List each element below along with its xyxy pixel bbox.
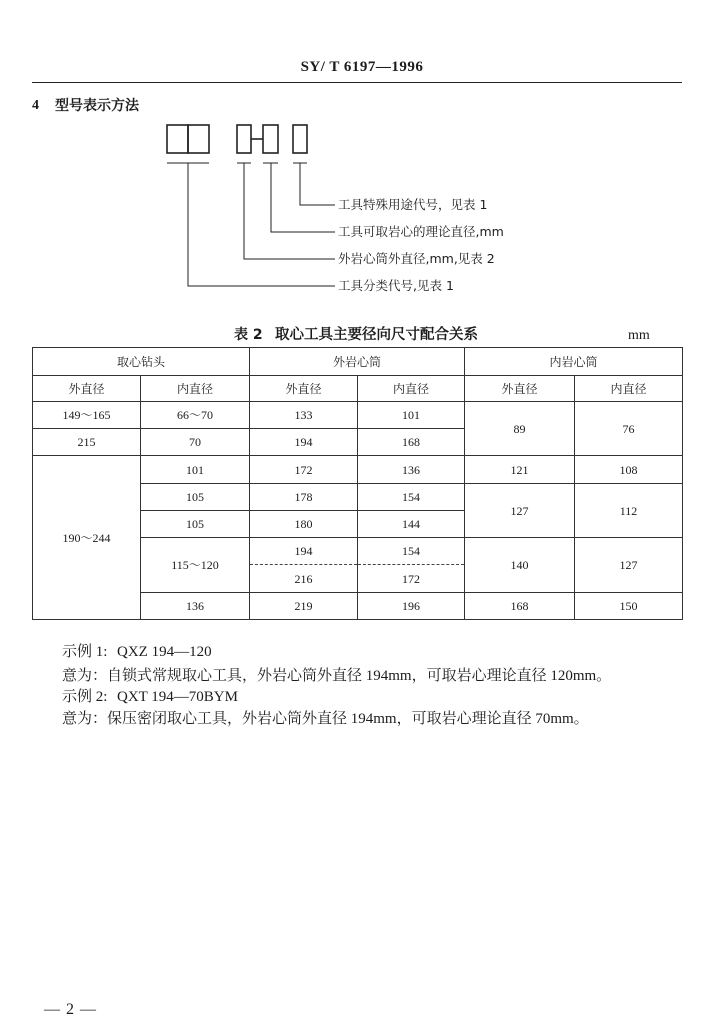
special-purpose-box xyxy=(293,125,307,153)
cell-drill-id: 66～70 xyxy=(141,402,250,429)
cell-outer-od: 172 xyxy=(250,456,358,484)
cell-inner-od: 121 xyxy=(465,456,575,484)
cell-inner-od: 140 xyxy=(465,538,575,593)
cell-inner-od: 127 xyxy=(465,484,575,538)
cell-inner-id: 150 xyxy=(575,593,683,620)
radial-dimension-table xyxy=(32,347,683,620)
cell-inner-id: 76 xyxy=(575,402,683,456)
cell-outer-od: 178 xyxy=(250,484,358,511)
cell-drill-id: 105 xyxy=(141,484,250,511)
classification-code-box-2 xyxy=(188,125,209,153)
table-number: 表 2 xyxy=(234,327,263,343)
cell-drill-id: 136 xyxy=(141,593,250,620)
cell-outer-id: 196 xyxy=(358,593,465,620)
cell-inner-od: 89 xyxy=(465,402,575,456)
cell-outer-id: 154 xyxy=(358,538,465,565)
group-header-inner-barrel: 内岩心筒 xyxy=(465,348,683,376)
cell-drill-id: 115～120 xyxy=(141,538,250,593)
cell-outer-id: 101 xyxy=(358,402,465,429)
cell-drill-id: 101 xyxy=(141,456,250,484)
label-special-purpose-code: 工具特殊用途代号，见表 1 xyxy=(338,197,488,212)
leader-line-classification xyxy=(188,163,335,286)
model-code-diagram xyxy=(150,115,350,295)
cell-outer-id: 144 xyxy=(358,511,465,538)
cell-outer-id: 154 xyxy=(358,484,465,511)
leader-line-core-diameter xyxy=(271,163,335,232)
outer-barrel-od-box xyxy=(237,125,251,153)
cell-outer-od: 180 xyxy=(250,511,358,538)
cell-outer-od: 133 xyxy=(250,402,358,429)
subheader-inner-id: 内直径 xyxy=(575,376,683,402)
cell-outer-id: 172 xyxy=(358,565,465,593)
cell-inner-id: 127 xyxy=(575,538,683,593)
cell-drill-id: 70 xyxy=(141,429,250,456)
cell-drill-id: 105 xyxy=(141,511,250,538)
group-header-drill-bit: 取心钻头 xyxy=(33,348,250,376)
classification-code-box-1 xyxy=(167,125,188,153)
cell-drill-od: 190～244 xyxy=(33,456,141,620)
core-diameter-box xyxy=(263,125,278,153)
page-number: — 2 — xyxy=(44,1001,97,1018)
label-classification-code: 工具分类代号,见表 1 xyxy=(338,278,454,293)
cell-inner-id: 112 xyxy=(575,484,683,538)
cell-inner-id: 108 xyxy=(575,456,683,484)
cell-inner-od: 168 xyxy=(465,593,575,620)
example-1-code: QXZ 194—120 xyxy=(117,644,212,660)
example-2-code: QXT 194—70BYM xyxy=(117,689,238,705)
subheader-outer-od: 外直径 xyxy=(250,376,358,402)
example-2-meaning: 意为：保压密闭取心工具，外岩心筒外直径 194mm，可取岩心理论直径 70mm。 xyxy=(62,711,589,727)
label-outer-barrel-od: 外岩心筒外直径,mm,见表 2 xyxy=(338,251,495,266)
cell-outer-id: 136 xyxy=(358,456,465,484)
cell-outer-od: 194 xyxy=(250,429,358,456)
leader-line-special-purpose xyxy=(300,163,335,205)
subheader-drill-od: 外直径 xyxy=(33,376,141,402)
example-1-meaning: 意为：自锁式常规取心工具，外岩心筒外直径 194mm，可取岩心理论直径 120mm。 xyxy=(62,668,612,684)
table-subheader-row xyxy=(33,376,683,402)
section-title: 型号表示方法 xyxy=(55,98,139,114)
subheader-drill-id: 内直径 xyxy=(141,376,250,402)
table-row xyxy=(33,456,683,484)
example-2-label: 示例 2: xyxy=(62,689,108,705)
section-number: 4 xyxy=(32,98,39,113)
table-title: 取心工具主要径向尺寸配合关系 xyxy=(275,327,478,343)
subheader-inner-od: 外直径 xyxy=(465,376,575,402)
group-header-outer-barrel: 外岩心筒 xyxy=(250,348,465,376)
table-unit: mm xyxy=(628,328,650,343)
subheader-outer-id: 内直径 xyxy=(358,376,465,402)
cell-outer-od: 219 xyxy=(250,593,358,620)
cell-outer-od: 216 xyxy=(250,565,358,593)
standard-code-header: SY/ T 6197—1996 xyxy=(300,59,424,75)
example-1-label: 示例 1: xyxy=(62,644,108,660)
table-group-header-row xyxy=(33,348,683,376)
leader-line-outer-barrel-od xyxy=(244,163,335,259)
label-core-diameter: 工具可取岩心的理论直径,mm xyxy=(338,224,504,239)
cell-outer-id: 168 xyxy=(358,429,465,456)
header-rule xyxy=(32,82,682,83)
cell-drill-od: 215 xyxy=(33,429,141,456)
cell-drill-od: 149～165 xyxy=(33,402,141,429)
cell-outer-od: 194 xyxy=(250,538,358,565)
table-row xyxy=(33,402,683,429)
